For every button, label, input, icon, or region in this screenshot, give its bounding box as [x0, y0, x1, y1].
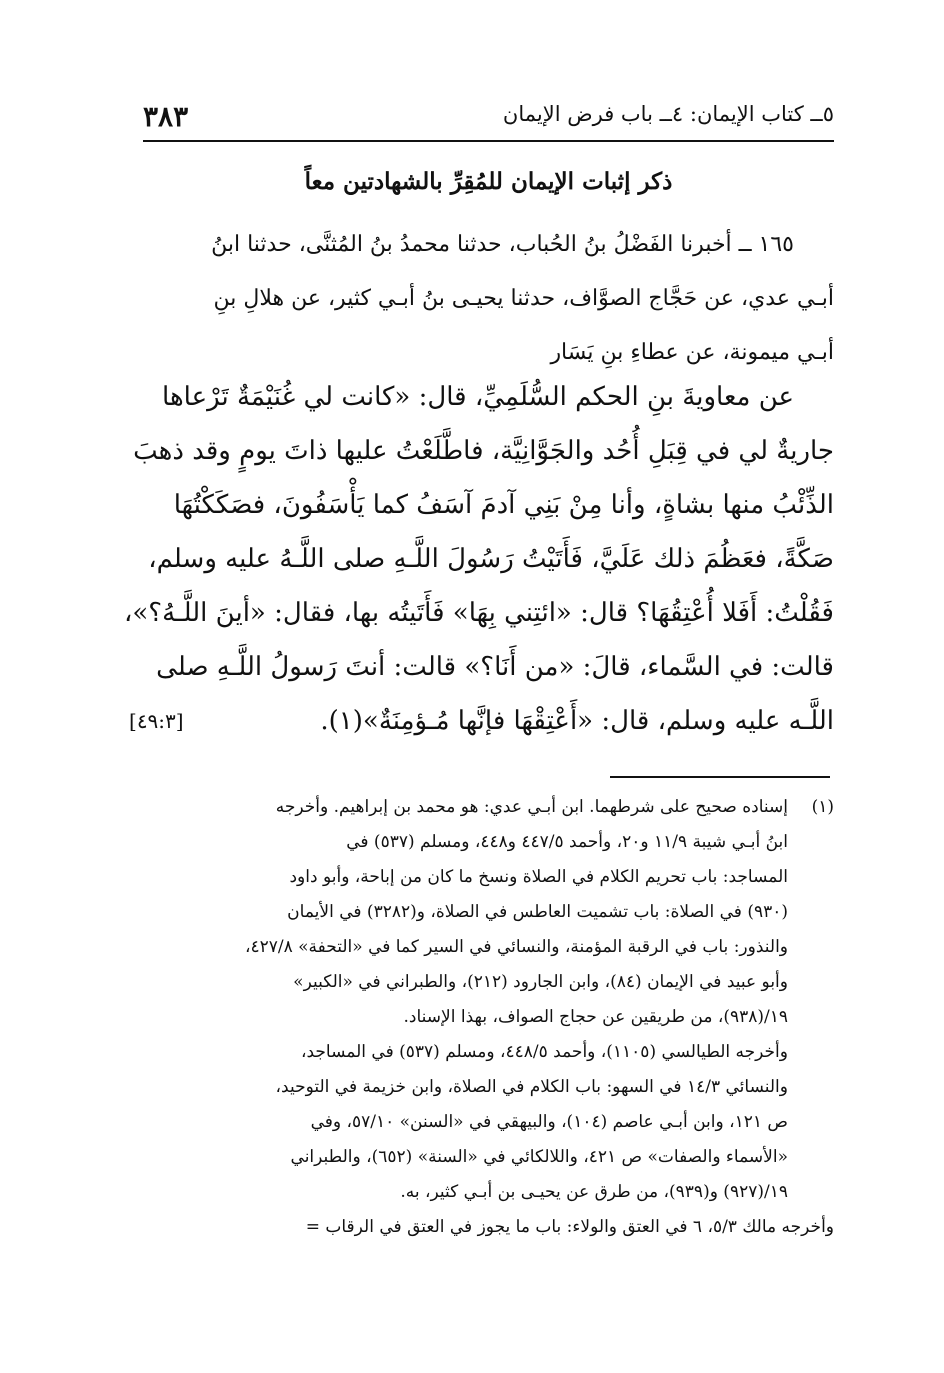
matn-line: الذِّئْبُ منها بشاةٍ، وأنا مِنْ بَنِي آدمَ آسَفُ كما يَأْسَفُونَ، فصَكَكْتُهَا — [173, 490, 834, 520]
isnad-line: أبـي عدي، عن حَجَّاج الصوَّاف، حدثنا يحيـى بنُ أبـي كثير، عن هلالِ بنِ — [213, 286, 834, 311]
matn-line: عن معاويةَ بنِ الحكم السُّلَمِيِّ، قال: «كانت لي غُنَيْمَةٌ تَرْعاها — [162, 382, 794, 412]
footnote-line: والنسائي ١٤/٣ في السهو: باب الكلام في الصلاة، وابن خزيمة في التوحيد، — [275, 1077, 788, 1097]
footnote-line: ص ١٢١، وابن أبـي عاصم (١٠٤)، والبيهقي في «السنن» ٥٧/١٠، وفي — [310, 1112, 788, 1132]
footnote-line: (٩٣٠) في الصلاة: باب تشميت العاطس في الصلاة، و(٣٢٨٢) في الأيمان — [287, 902, 788, 922]
footnote-line — [143, 790, 834, 825]
footnote-line: والنذور: باب في الرقبة المؤمنة، والنسائي في السير كما في «التحفة» ٤٢٧/٨، — [244, 937, 788, 957]
isnad-line: ١٦٥ ــ أخبرنا الفَضْلُ بنُ الحُباب، حدثنا محمدُ بنُ المُثنَّى، حدثنا ابنُ — [211, 232, 794, 257]
chapter-title: ٥ــ كتاب الإيمان: ٤ــ باب فرض الإيمان — [502, 102, 834, 126]
section-heading: ذكر إثبات الإيمان للمُقِرِّ بالشهادتين معاً — [304, 168, 673, 195]
footnote-line: وأخرجه مالك ٥/٣، ٦ في العتق والولاء: باب ما يجوز في العتق في الرقاب = — [305, 1217, 834, 1237]
page-number: ٣٨٣ — [143, 100, 189, 133]
footnotes — [143, 790, 834, 1245]
footnote-line: ابنُ أبـي شيبة ١١/٩ و٢٠، وأحمد ٤٤٧/٥ و٤٤٨، ومسلم (٥٣٧) في — [346, 832, 788, 852]
matn-line: جاريةٌ لي في قِبَلِ أُحُد والجَوَّانِيَّة، فاطَّلَعْتُ عليها ذاتَ يومٍ وقد ذهبَ — [133, 436, 834, 466]
footnote-line: المساجد: باب تحريم الكلام في الصلاة ونسخ ما كان من إباحة، وأبو داود — [289, 867, 788, 887]
running-header — [143, 96, 834, 142]
hadith-reference: [٤٩:٣] — [129, 709, 184, 733]
matn-line: قالت: في السَّماء، قالَ: «من أَنَا؟» قالت: أنتَ رَسولُ اللَّـهِ صلى — [156, 652, 834, 682]
matn-line: صَكَّةً، فعَظُمَ ذلك عَلَيَّ، فَأَتَيْتُ رَسُولَ اللَّـهِ صلى اللَّـهُ عليه وسلم، — [148, 544, 834, 574]
footnote-line: وأخرجه الطيالسي (١١٠٥)، وأحمد ٤٤٨/٥، ومسلم (٥٣٧) في المساجد، — [301, 1042, 788, 1062]
footnote-number: (١) — [811, 797, 834, 817]
footnote-text: إسناده صحيح على شرطهما. ابن أبـي عدي: هو محمد بن إبراهيم. وأخرجه — [275, 797, 788, 817]
footnote-line: «الأسماء والصفات» ص ٤٢١، واللالكائي في «السنة» (٦٥٢)، والطبراني — [290, 1147, 788, 1167]
matn-line-text: اللَّـه عليه وسلم، قال: «أَعْتِقْهَا فإنَّها مُـؤمِنَةٌ»(١). — [320, 706, 834, 736]
footnote-divider — [610, 776, 830, 778]
matn-last-line — [123, 694, 834, 748]
hadith-text — [123, 370, 834, 748]
footnote-line: ١٩/(٩٣٨)، من طريقين عن حجاج الصواف، بهذا الإسناد. — [403, 1007, 788, 1027]
footnote-line: ١٩/(٩٢٧) و(٩٣٩)، من طرق عن يحيـى بن أبـي كثير، به. — [400, 1182, 788, 1202]
footnote-line: وأبو عبيد في الإيمان (٨٤)، وابن الجارود (٢١٢)، والطبراني في «الكبير» — [293, 972, 788, 992]
hadith-isnad — [143, 218, 834, 380]
matn-line: فَقُلْتُ: أَفَلا أُعْتِقُهَا؟ قال: «ائتِني بِهَا» فَأَتَيتُه بها، فقال: «أينَ اللَّـهُ؟»، — [124, 598, 834, 628]
isnad-line: أبـي ميمونة، عن عطاءِ بنِ يَسَار — [550, 340, 834, 365]
